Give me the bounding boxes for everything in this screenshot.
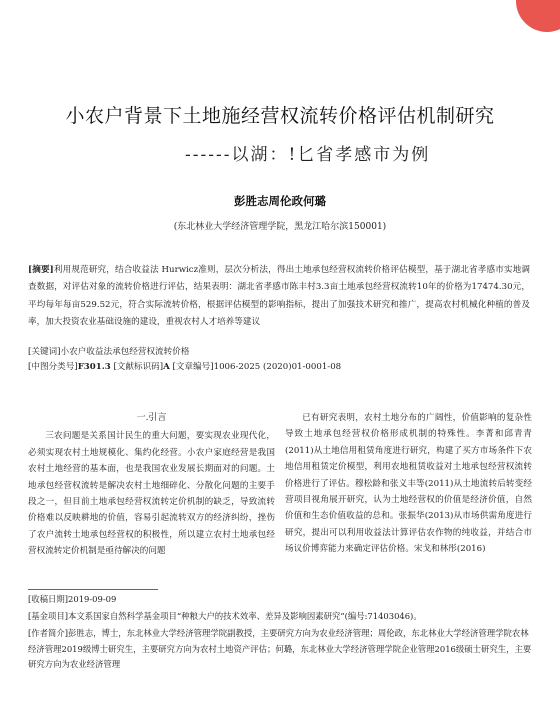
abstract-text: 利用规范研究，结合收益法 Hurwicz准则，层次分析法，得出土地承包经营权流转价格评估模型，基于湖北省孝感市实地调查数据，对评估对象的流转价格进行评估，结果表明：湖北省孝感市陈丰村3.3亩土地承包经营权流转10年的价格为17474.30元，平均每年每亩529.52元，符合实际流转价格，根据评估模型的影响指标，提出了加强技术研究和推广，提高农村机械化种植的普及率，加大投资农业基础设施的建设，重视农村人才培养等建议 xyxy=(28,265,530,328)
footnote-divider xyxy=(28,589,158,590)
intro-paragraph: 三农问题是关系国计民生的重大问题，要实现农业现代化，必须实现农村土地规模化、集约化经营。小农户家庭经营是我国农村土地经营的基本面，也是我国农业发展长期面对的问题。土地承包经营权流转是解决农村土地细碎化、分散化问题的主要手段之一，但目前土地承包经营权流转定价机制的缺乏，导致流转价格难以反映耕地的价值，容易引起流转双方的经济纠纷，挫伤了农户流转土地承包经营权的积极性，所以建立农村土地承包经营权流转定价机制是亟待解决的问题 xyxy=(28,431,275,557)
paper-title: 小农户背景下土地施经营权流转价格评估机制研究 xyxy=(65,105,495,127)
authors: 彭胜志周伦政何璐 xyxy=(234,194,326,208)
right-column xyxy=(285,410,532,558)
clc-label: [中图分类号] xyxy=(28,362,78,372)
abstract xyxy=(28,262,530,332)
article-no-label: [文章编号] xyxy=(172,362,214,372)
keywords-text: 小农户收益法承包经营权流转价格 xyxy=(60,347,190,357)
footnote-fund: [基金项目]本文系国家自然科学基金项目“种粮大户的技术效率、差异及影响因素研究”(编号:71403046)。 xyxy=(28,611,422,621)
keywords-tag: [关键词] xyxy=(28,347,61,357)
affiliation: (东北林业大学经济管理学院，黑龙江哈尔滨150001) xyxy=(173,222,387,232)
footnote-author-info: [作者简介]彭胜志，博士，东北林业大学经济管理学院副教授，主要研究方向为农业经济管理；周伦政，东北林业大学经济管理学院农林经济管理2019级博士研究生，主要研究方向为农村土地资产评估；何璐，东北林业大学经济管理学院企业管理2016级硕士研究生，主要研究方向为农业经济管理 xyxy=(28,628,532,669)
footnote-received: [收稿日期]2019-09-09 xyxy=(28,594,117,604)
article-no-value: 1006-2025 (2020)01-0001-08 xyxy=(213,362,342,372)
paper-subtitle: ------以湖：!匕省孝感市为例 xyxy=(185,145,431,165)
classification-line xyxy=(28,360,530,374)
doc-code-value: A xyxy=(163,362,170,372)
doc-code-label: [文献标识码] xyxy=(113,362,164,372)
clc-value: F301.3 xyxy=(77,362,111,372)
abstract-tag: [摘要] xyxy=(28,265,54,275)
literature-paragraph: 已有研究表明，农村土地分布的广阔性，价值影响的复杂性导致土地承包经营权价格形成机制的特殊性。李菁和邱青青(2011)从土地信用租赁角度进行研究，构建了买方市场条件下农地信用租赁定价模型，利用农地租赁收益对土地承包经营权流转价格进行了评估。穆松龄和张义丰等(2011)从土地流转后转变经营项目视角展开研究，认为土地经营权的价值是经济价值，自然价值和生态价值收益的总和。张振华(2013)从市场供需角度进行研究，提出可以利用收益法计算评估农作物的纯收益，并结合市场议价博弈能力来确定评估价格。宋戈和林彤(2016) xyxy=(285,413,532,555)
keywords xyxy=(28,345,530,359)
corner-badge xyxy=(516,0,560,32)
section-heading-introduction: 一.引言 xyxy=(136,413,167,423)
left-column xyxy=(28,410,275,560)
